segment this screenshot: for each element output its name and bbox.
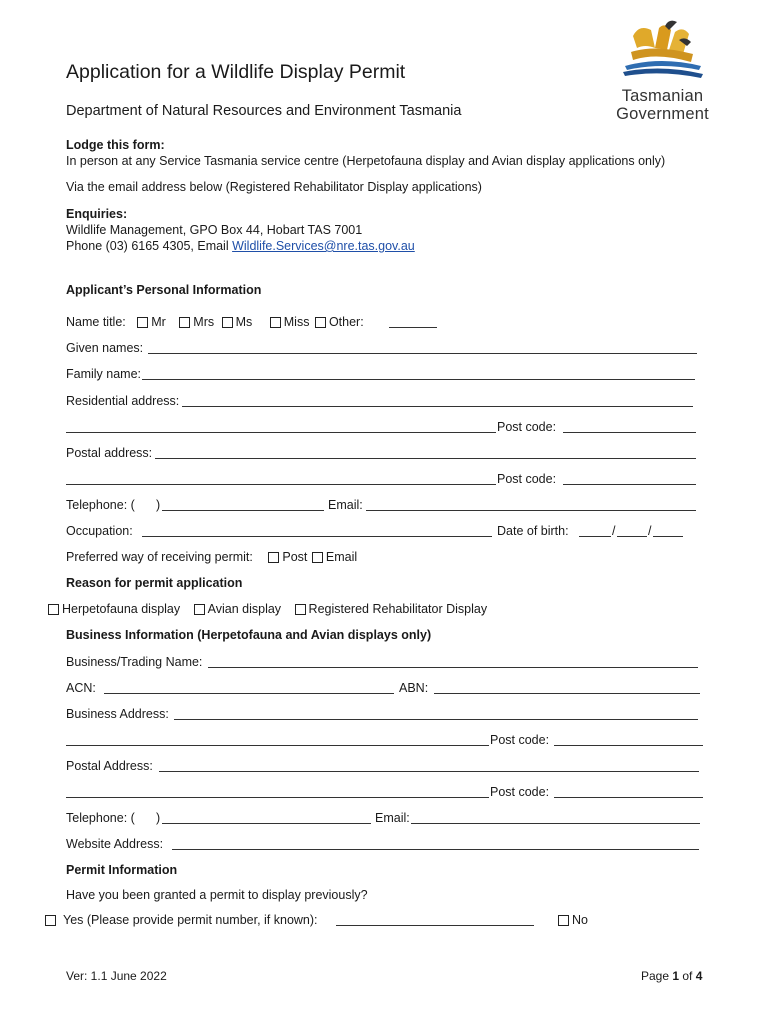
business-postal-address-line-2-input[interactable] — [66, 797, 489, 798]
reason-avian-label: Avian display — [207, 602, 282, 616]
thylacine-logo-icon — [605, 18, 720, 82]
title-other-label: Other: — [328, 315, 364, 329]
title-other-input[interactable] — [389, 327, 437, 328]
page-current: 1 — [672, 969, 680, 983]
permit-info-heading: Permit Information — [66, 863, 178, 877]
business-postal-address-label: Postal Address: — [66, 759, 153, 773]
dob-day-input[interactable] — [579, 536, 611, 537]
title-miss-label: Miss — [283, 315, 310, 329]
preferred-post-checkbox[interactable] — [268, 552, 279, 563]
email-label: Email: — [328, 498, 363, 512]
reason-herpetofauna-label: Herpetofauna display — [62, 602, 181, 616]
business-telephone-label: Telephone: ( — [66, 811, 135, 825]
reason-avian-checkbox[interactable] — [194, 604, 205, 615]
business-address-line-2-input[interactable] — [66, 745, 489, 746]
business-email-label: Email: — [375, 811, 410, 825]
occupation-input[interactable] — [142, 536, 492, 537]
family-name-label: Family name: — [66, 367, 142, 381]
reason-options-row — [46, 601, 487, 617]
permit-question: Have you been granted a permit to display previously? — [66, 888, 368, 902]
residential-address-label: Residential address: — [66, 394, 180, 408]
dob-year-input[interactable] — [653, 536, 683, 537]
name-title-label: Name title: — [66, 315, 126, 329]
preferred-permit-label: Preferred way of receiving permit: — [66, 550, 253, 564]
lodge-in-person: In person at any Service Tasmania service centre (Herpetofauna display and Avian display applications only) — [66, 154, 666, 168]
permit-no-row — [556, 912, 588, 928]
acn-label: ACN: — [66, 681, 96, 695]
postal-address-label: Postal address: — [66, 446, 153, 460]
enquiries-email-link[interactable]: Wildlife.Services@nre.tas.gov.au — [232, 239, 415, 253]
residential-post-code-input[interactable] — [563, 432, 696, 433]
business-post-code-input[interactable] — [554, 745, 703, 746]
reason-heading: Reason for permit application — [66, 576, 243, 590]
residential-post-code-label: Post code: — [497, 420, 557, 434]
business-telephone-input[interactable] — [162, 823, 371, 824]
page-prefix: Page — [641, 969, 673, 983]
residential-address-line-2-input[interactable] — [66, 432, 496, 433]
permit-yes-checkbox[interactable] — [45, 915, 56, 926]
postal-post-code-input[interactable] — [563, 484, 696, 485]
website-address-input[interactable] — [172, 849, 699, 850]
postal-post-code-label: Post code: — [497, 472, 557, 486]
dob-slash-1: / — [612, 524, 616, 538]
tasmanian-government-logo — [605, 18, 720, 123]
title-ms-label: Ms — [235, 315, 253, 329]
family-name-input[interactable] — [142, 379, 695, 380]
reason-herpetofauna-checkbox[interactable] — [48, 604, 59, 615]
abn-input[interactable] — [434, 693, 700, 694]
preferred-email-label: Email — [325, 550, 358, 564]
business-telephone-close-paren: ) — [156, 811, 161, 825]
enquiries-address: Wildlife Management, GPO Box 44, Hobart TAS 7001 — [66, 223, 363, 237]
title-mr-label: Mr — [151, 315, 166, 329]
business-post-code-label: Post code: — [490, 733, 550, 747]
version-label: Ver: 1.1 June 2022 — [66, 969, 167, 983]
reason-rehabilitator-label: Registered Rehabilitator Display — [308, 602, 488, 616]
reason-rehabilitator-checkbox[interactable] — [295, 604, 306, 615]
title-miss-checkbox[interactable] — [270, 317, 281, 328]
telephone-close-paren: ) — [156, 498, 161, 512]
dob-month-input[interactable] — [617, 536, 647, 537]
permit-yes-label: Yes (Please provide permit number, if known): — [63, 913, 318, 927]
acn-input[interactable] — [104, 693, 394, 694]
abn-label: ABN: — [399, 681, 429, 695]
preferred-post-label: Post — [282, 550, 308, 564]
title-ms-checkbox[interactable] — [222, 317, 233, 328]
logo-line-1: Tasmanian — [621, 87, 704, 105]
preferred-permit-row — [66, 549, 357, 565]
title-other-checkbox[interactable] — [315, 317, 326, 328]
postal-address-line-2-input[interactable] — [66, 484, 496, 485]
preferred-email-checkbox[interactable] — [312, 552, 323, 563]
personal-info-heading: Applicant’s Personal Information — [66, 283, 262, 297]
business-postal-address-input[interactable] — [159, 771, 699, 772]
page-total: 4 — [695, 969, 703, 983]
page-of: of — [679, 969, 696, 983]
business-address-label: Business Address: — [66, 707, 169, 721]
website-address-label: Website Address: — [66, 837, 164, 851]
occupation-label: Occupation: — [66, 524, 133, 538]
trading-name-input[interactable] — [208, 667, 698, 668]
email-input[interactable] — [366, 510, 696, 511]
page-number — [641, 969, 702, 984]
enquiries-heading: Enquiries: — [66, 207, 128, 221]
department-name: Department of Natural Resources and Environment Tasmania — [66, 103, 462, 119]
permit-number-input[interactable] — [336, 925, 534, 926]
telephone-input[interactable] — [162, 510, 324, 511]
postal-address-input[interactable] — [155, 458, 696, 459]
enquiries-phone: Phone (03) 6165 4305, Email — [66, 239, 233, 253]
given-names-input[interactable] — [148, 353, 697, 354]
business-email-input[interactable] — [411, 823, 700, 824]
given-names-label: Given names: — [66, 341, 144, 355]
title-mrs-label: Mrs — [193, 315, 215, 329]
page-title: Application for a Wildlife Display Permit — [66, 61, 406, 83]
name-title-row — [66, 314, 364, 330]
permit-no-checkbox[interactable] — [558, 915, 569, 926]
dob-slash-2: / — [648, 524, 652, 538]
lodge-email: Via the email address below (Registered Rehabilitator Display applications) — [66, 180, 482, 194]
logo-line-2: Government — [616, 105, 709, 123]
date-of-birth-label: Date of birth: — [497, 524, 569, 538]
business-postal-post-code-input[interactable] — [554, 797, 703, 798]
business-postal-post-code-label: Post code: — [490, 785, 550, 799]
telephone-label: Telephone: ( — [66, 498, 135, 512]
enquiries-contact — [66, 238, 415, 254]
business-address-input[interactable] — [174, 719, 698, 720]
title-mr-checkbox[interactable] — [137, 317, 148, 328]
trading-name-label: Business/Trading Name: — [66, 655, 203, 669]
permit-yes-row — [43, 912, 318, 928]
title-mrs-checkbox[interactable] — [179, 317, 190, 328]
lodge-heading: Lodge this form: — [66, 138, 165, 152]
residential-address-input[interactable] — [182, 406, 693, 407]
business-info-heading: Business Information (Herpetofauna and Avian displays only) — [66, 628, 432, 642]
permit-no-label: No — [572, 913, 588, 927]
